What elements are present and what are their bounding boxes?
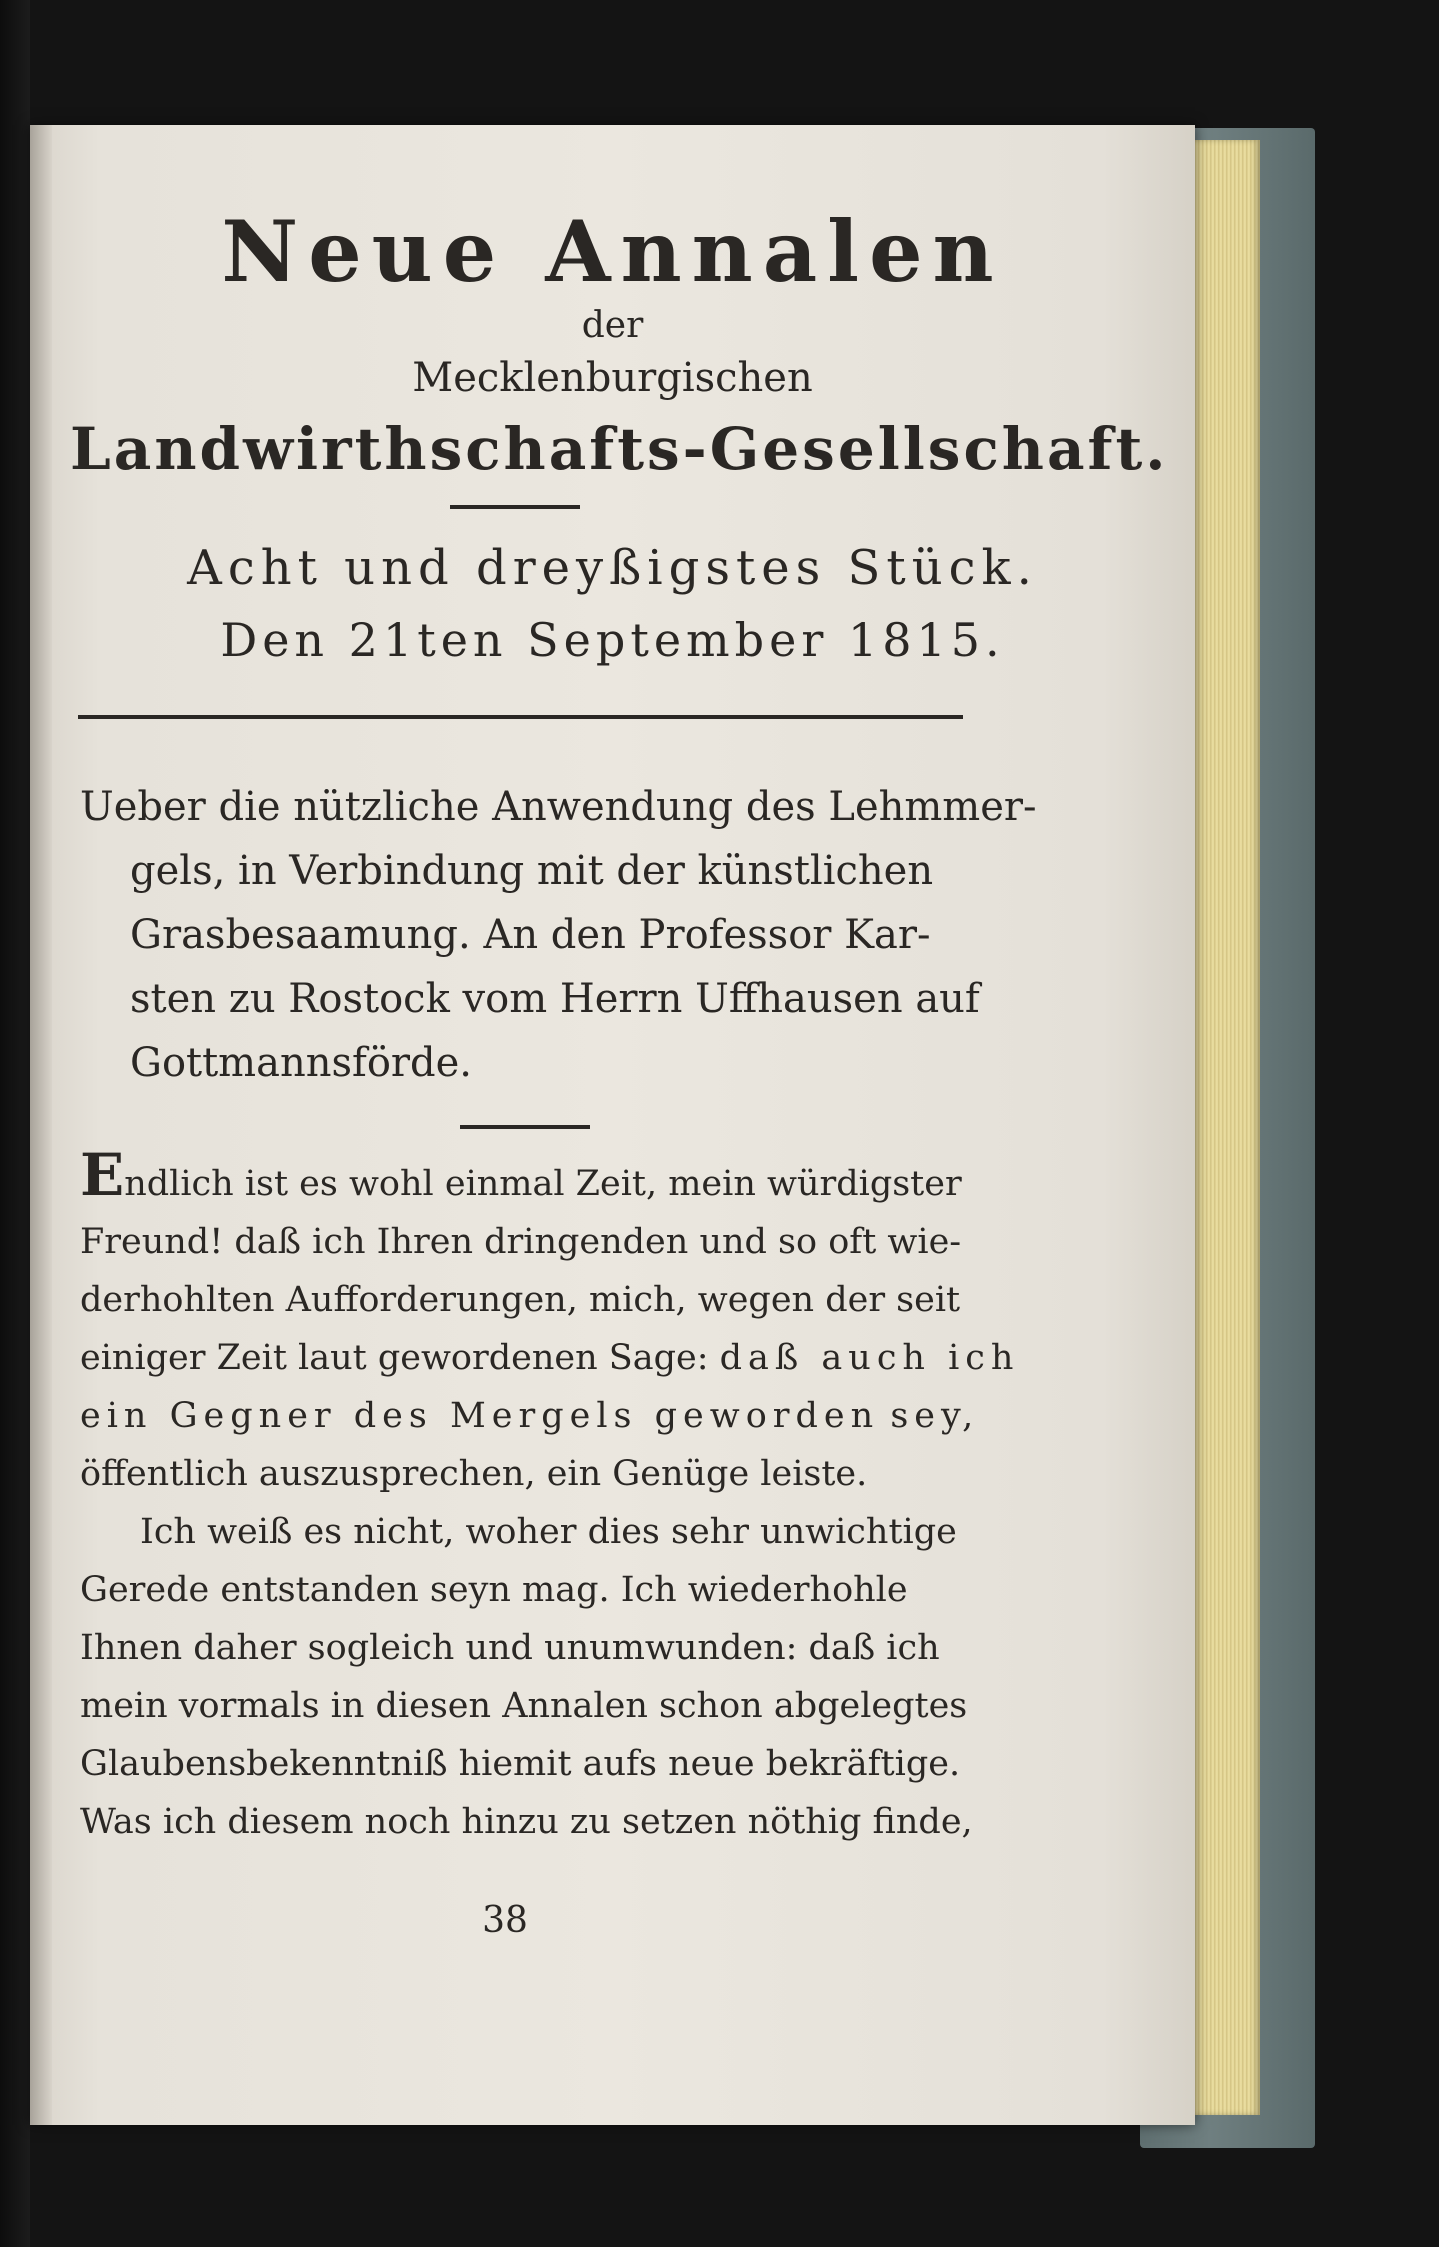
- body-line-text: einiger Zeit laut gewordenen Sage:: [80, 1338, 709, 1378]
- body-line: [80, 1387, 1000, 1445]
- issue-number: Acht und dreyßigstes Stück.: [187, 540, 1038, 596]
- page-number: 38: [482, 1900, 528, 1941]
- issue-date: Den 21ten September 1815.: [220, 613, 1005, 667]
- body-line: Freund! daß ich Ihren dringenden und so oft wie-: [80, 1222, 962, 1262]
- body-line: Gerede entstanden seyn mag. Ich wiederhohle: [80, 1570, 908, 1610]
- background-left: [0, 0, 30, 2247]
- body-line-text: sey,: [890, 1396, 980, 1436]
- body-line: Glaubensbekenntniß hiemit aufs neue bekräftige.: [80, 1744, 961, 1784]
- divider-middle: [460, 1125, 590, 1129]
- society-name-line1: Mecklenburgischen: [412, 355, 813, 401]
- page-gutter: [30, 125, 52, 2125]
- body-line: derhohlten Aufforderungen, mich, wegen der seit: [80, 1280, 961, 1320]
- drop-cap: E: [80, 1141, 125, 1209]
- heading-line: Grasbesaamung. An den Professor Kar-: [130, 912, 931, 958]
- body-line-text: ndlich ist es wohl einmal Zeit, mein würdigster: [124, 1164, 962, 1204]
- heading-line: Gottmannsförde.: [130, 1040, 473, 1086]
- divider-long: [78, 715, 963, 719]
- body-line: [80, 1329, 1020, 1387]
- emphasized-text: ein Gegner des Mergels geworden: [80, 1396, 880, 1436]
- heading-line: Ueber die nützliche Anwendung des Lehmmer-: [80, 784, 1037, 830]
- journal-title-der: der: [581, 305, 644, 346]
- book-page: [30, 125, 1195, 2125]
- journal-title: Neue Annalen: [221, 202, 1004, 301]
- body-line: mein vormals in diesen Annalen schon abgelegtes: [80, 1686, 968, 1726]
- divider-short: [450, 505, 580, 509]
- body-line: Ihnen daher sogleich und unumwunden: daß ich: [80, 1628, 940, 1668]
- article-body: [80, 1141, 1020, 1851]
- body-line: Was ich diesem noch hinzu zu setzen nöthig finde,: [80, 1802, 973, 1842]
- heading-line: sten zu Rostock vom Herrn Uffhausen auf: [130, 976, 980, 1022]
- emphasized-text: daß auch ich: [719, 1338, 1020, 1378]
- society-name-line2: Landwirthschafts-Gesellschaft.: [70, 415, 1169, 483]
- article-heading: [80, 775, 1037, 1095]
- body-line: Ich weiß es nicht, woher dies sehr unwichtige: [140, 1512, 957, 1552]
- body-line: [80, 1141, 1000, 1213]
- body-line: öffentlich auszusprechen, ein Genüge leiste.: [80, 1454, 868, 1494]
- heading-line: gels, in Verbindung mit der künstlichen: [130, 848, 934, 894]
